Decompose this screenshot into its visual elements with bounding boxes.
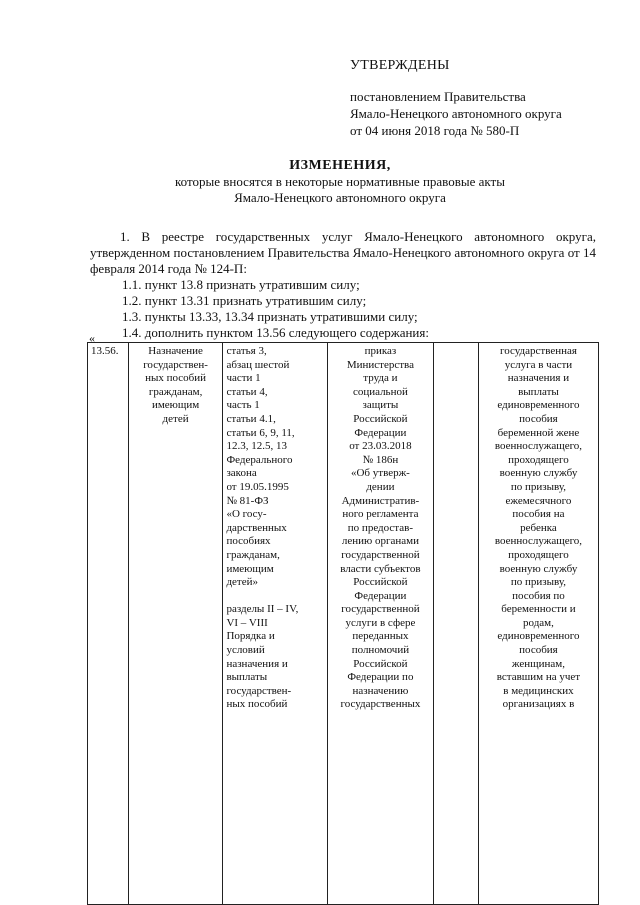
cell-line: приказ [364,345,397,357]
cell-line: власти субъектов [340,562,421,575]
cell-line: Федерации по [347,671,414,684]
approval-title: УТВЕРЖДЕНЫ [350,58,450,73]
cell-legal-basis [223,343,328,905]
cell-line: назначения и [507,372,570,385]
item-1-4: 1.4. дополнить пунктом 13.56 следующего содержания: [122,325,429,340]
cell-line: выплаты [226,671,268,684]
cell-line: защиты [362,399,399,412]
cell-line: военнослужащего, [494,440,583,453]
cell-line: ребенка [520,521,557,534]
cell-line: «Об утверж- [350,467,410,480]
cell-line: детей» [226,576,258,589]
cell-line: беременной жене [497,426,580,439]
registry-table [87,342,599,905]
cell-line: статьи 4, [226,385,268,398]
paragraph-1: 1. В реестре государственных услуг Ямало-Ненецкого автономного округа, утвержденном постановлением Правительства Ямало-Ненецкого автономного округа от 14 февраля 2014 года № 124-П: [90,229,596,276]
cell-line: государственных [340,698,421,711]
cell-line: Российской [353,412,408,425]
cell-line: по предостав- [347,521,413,534]
cell-line: пособия [519,644,558,657]
cell-line: полномочий [351,644,410,657]
cell-line: назначения и [226,657,288,670]
cell-line: назначению [352,684,409,697]
cell-line: пособия на [512,508,565,521]
cell-line: выплаты [518,385,559,398]
cell-line: лению органами [341,535,419,548]
cell-line: абзац шестой [226,358,290,371]
cell-line: государственной [341,548,420,561]
cell-line: единовременного [497,630,580,643]
cell-line: женщинам, [511,657,565,670]
cell-number: 13.56. [88,343,129,905]
cell-line: разделы II – IV, [226,603,299,616]
cell-line: родам, [523,616,554,629]
heading-subtitle-2: Ямало-Ненецкого автономного округа [234,190,446,205]
item-1-3: 1.3. пункты 13.33, 13.34 признать утратившими силу; [122,309,418,324]
cell-line: 12.3, 12.5, 13 [226,440,287,453]
cell-line: имеющим [151,399,200,412]
cell-service-description [478,343,598,905]
cell-line: «О госу- [226,508,267,521]
cell-line: гражданам, [226,548,280,561]
cell-line: в медицинских [503,684,574,697]
cell-line: труда и [363,372,398,385]
cell-line: пособия по [512,589,565,602]
cell-line: ных пособий [145,372,207,385]
cell-line [226,590,324,604]
cell-line: беременности и [501,603,576,616]
cell-line: по призыву, [510,576,567,589]
cell-service-name [128,343,223,905]
cell-administrative-regulation [328,343,434,905]
document-heading [120,158,560,206]
cell-line: государствен- [226,684,292,697]
cell-line: ного регламента [342,508,419,521]
cell-line: пособиях [226,535,271,548]
cell-line: вставшим на учет [496,671,581,684]
cell-line: Административ- [341,494,420,507]
cell-line: № 81-ФЗ [226,494,269,507]
cell-line: статьи 6, 9, 11, [226,426,295,439]
cell-line: статья 3, [226,345,267,357]
heading-title: ИЗМЕНЕНИЯ, [289,158,391,173]
cell-line: Федерального [226,453,293,466]
item-1-2: 1.2. пункт 13.31 признать утратившим силу; [122,293,367,308]
approval-line-1: постановлением Правительства [350,89,526,104]
cell-line: Порядка и [226,630,275,643]
opening-quote-mark: « [89,331,95,345]
table-row [88,343,599,905]
cell-line: от 23.03.2018 [349,440,412,453]
cell-line: детей [162,412,189,425]
approval-line-2: Ямало-Ненецкого автономного округа [350,106,562,121]
approval-block [350,57,620,139]
cell-line: закона [226,467,257,480]
cell-line: № 186н [362,453,399,466]
cell-line: условий [226,644,265,657]
cell-line: военную службу [499,467,578,480]
cell-line: часть 1 [226,399,260,412]
cell-line: услуга в части [504,358,573,371]
approval-line-3: от 04 июня 2018 года № 580-П [350,123,520,138]
cell-line: военную службу [499,562,578,575]
cell-line: части 1 [226,372,261,385]
heading-subtitle-1: которые вносятся в некоторые нормативные правовые акты [175,174,505,189]
cell-line: проходящего [508,548,569,561]
cell-line: имеющим [226,562,274,575]
cell-line: государственной [341,603,420,616]
cell-line: Министерства [346,358,414,371]
document-body [90,229,596,341]
cell-line: дении [366,480,395,493]
cell-line: проходящего [508,453,569,466]
cell-line: дарственных [226,521,287,534]
cell-line: военнослужащего, [494,535,583,548]
cell-line: государственная [499,345,577,357]
cell-line: переданных [352,630,409,643]
cell-line: VI – VIII [226,616,268,629]
cell-empty [433,343,478,905]
cell-line: пособия [519,412,558,425]
cell-line: единовременного [497,399,580,412]
item-1-1: 1.1. пункт 13.8 признать утратившим силу; [122,277,360,292]
cell-line: Российской [353,657,408,670]
cell-line: ежемесячного [505,494,572,507]
cell-line: Федерации [354,426,407,439]
cell-line: государствен- [143,358,208,371]
cell-line: Назначение [148,345,203,357]
cell-line: Федерации [354,589,407,602]
cell-line: организациях в [502,698,575,711]
cell-line: услуги в сфере [345,616,416,629]
cell-line: статьи 4.1, [226,412,276,425]
cell-line: гражданам, [148,385,203,398]
cell-line: Российской [353,576,408,589]
cell-line: ных пособий [226,698,288,711]
cell-line: по призыву, [510,480,567,493]
cell-line: социальной [352,385,408,398]
cell-line: от 19.05.1995 [226,480,289,493]
